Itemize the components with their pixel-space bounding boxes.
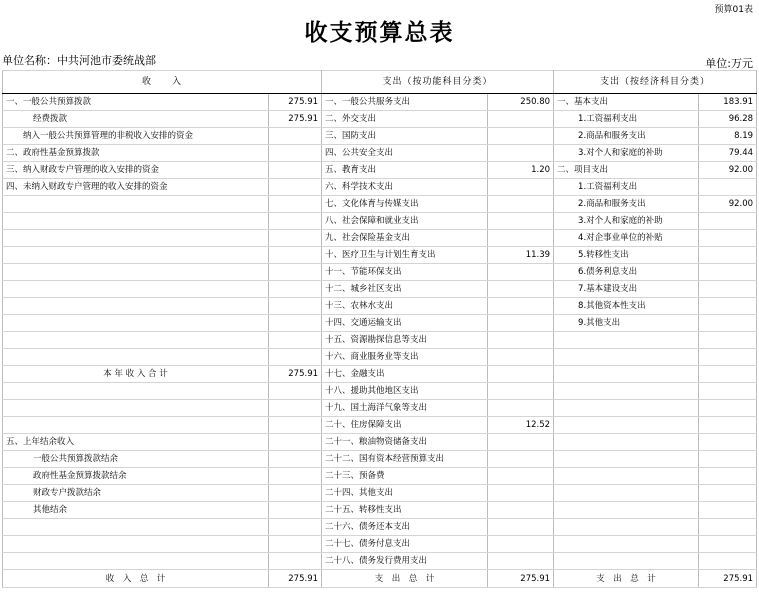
income-value: [269, 179, 322, 196]
expense-economic-label: 2.商品和服务支出: [554, 128, 699, 145]
income-label: 财政专户拨款结余: [3, 485, 269, 502]
income-value: [269, 434, 322, 451]
expense-economic-total-value: 275.91: [699, 570, 757, 588]
income-value: [269, 128, 322, 145]
expense-economic-label: 6.债务利息支出: [554, 264, 699, 281]
form-number: 预算01表: [714, 5, 753, 15]
income-label: [3, 264, 269, 281]
income-value: [269, 332, 322, 349]
income-value: [269, 349, 322, 366]
expense-economic-value: [699, 468, 757, 485]
expense-function-label: 十四、交通运输支出: [322, 315, 488, 332]
header-row: [3, 71, 757, 94]
expense-economic-label: 1.工资福利支出: [554, 179, 699, 196]
income-label: 本 年 收 入 合 计: [3, 366, 269, 383]
expense-economic-value: 8.19: [699, 128, 757, 145]
expense-economic-value: [699, 451, 757, 468]
expense-function-label: 十二、城乡社区支出: [322, 281, 488, 298]
expense-function-label: 十三、农林水支出: [322, 298, 488, 315]
expense-economic-label: 5.转移性支出: [554, 247, 699, 264]
expense-economic-value: [699, 366, 757, 383]
table-row: [3, 366, 757, 383]
income-value: [269, 196, 322, 213]
income-header: 收 入: [3, 71, 322, 94]
income-label: 政府性基金预算拨款结余: [3, 468, 269, 485]
expense-function-value: [488, 179, 554, 196]
income-value: 275.91: [269, 366, 322, 383]
expense-economic-label: [554, 383, 699, 400]
expense-economic-label: [554, 332, 699, 349]
expense-economic-label: 7.基本建设支出: [554, 281, 699, 298]
expense-economic-value: [699, 553, 757, 570]
table-row: [3, 247, 757, 264]
income-value: [269, 298, 322, 315]
expense-function-value: [488, 230, 554, 247]
income-label: 一、一般公共预算拨款: [3, 94, 269, 111]
expense-function-label: 二十四、其他支出: [322, 485, 488, 502]
expense-function-value: [488, 298, 554, 315]
income-value: [269, 247, 322, 264]
unit-name: 单位名称：中共河池市委统战部: [2, 54, 156, 67]
expense-economic-value: [699, 417, 757, 434]
table-row: [3, 196, 757, 213]
expense-function-label: 五、教育支出: [322, 162, 488, 179]
expense-function-value: [488, 434, 554, 451]
total-row: [3, 570, 757, 588]
expense-economic-label: [554, 485, 699, 502]
expense-economic-label: [554, 434, 699, 451]
table-row: [3, 128, 757, 145]
expense-economic-value: [699, 400, 757, 417]
expense-function-label: 十九、国土海洋气象等支出: [322, 400, 488, 417]
expense-economic-label: 4.对企事业单位的补贴: [554, 230, 699, 247]
expense-function-value: [488, 400, 554, 417]
income-label: [3, 315, 269, 332]
table-row: [3, 400, 757, 417]
income-value: [269, 400, 322, 417]
expense-function-label: 二十七、债务付息支出: [322, 536, 488, 553]
expense-economic-value: [699, 434, 757, 451]
table-row: [3, 434, 757, 451]
expense-function-label: 二十、住房保障支出: [322, 417, 488, 434]
expense-function-label: 十六、商业服务业等支出: [322, 349, 488, 366]
expense-function-label: 十、医疗卫生与计划生育支出: [322, 247, 488, 264]
table-row: [3, 553, 757, 570]
income-label: 一般公共预算拨款结余: [3, 451, 269, 468]
expense-function-label: 一、一般公共服务支出: [322, 94, 488, 111]
income-value: [269, 417, 322, 434]
income-value: [269, 213, 322, 230]
income-label: [3, 349, 269, 366]
table-row: [3, 162, 757, 179]
expense-economic-value: [699, 281, 757, 298]
income-value: [269, 553, 322, 570]
expense-economic-value: [699, 264, 757, 281]
expense-economic-label: 2.商品和服务支出: [554, 196, 699, 213]
table-row: [3, 332, 757, 349]
income-label: [3, 536, 269, 553]
expense-function-label: 二十八、债务发行费用支出: [322, 553, 488, 570]
expense-function-value: [488, 332, 554, 349]
expense-economic-value: [699, 502, 757, 519]
expense-function-label: 二、外交支出: [322, 111, 488, 128]
expense-function-label: 十五、资源勘探信息等支出: [322, 332, 488, 349]
expense-function-value: [488, 349, 554, 366]
table-row: [3, 111, 757, 128]
table-row: [3, 349, 757, 366]
income-label: 三、纳入财政专户管理的收入安排的资金: [3, 162, 269, 179]
expense-function-value: [488, 264, 554, 281]
expense-economic-value: 96.28: [699, 111, 757, 128]
expense-function-value: [488, 196, 554, 213]
income-value: [269, 485, 322, 502]
expense-function-label: 二十六、债务还本支出: [322, 519, 488, 536]
table-row: [3, 298, 757, 315]
expense-function-label: 二十三、预备费: [322, 468, 488, 485]
expense-economic-label: [554, 349, 699, 366]
expense-function-value: [488, 468, 554, 485]
expense-economic-total-label: 支 出 总 计: [554, 570, 699, 588]
expense-function-value: [488, 451, 554, 468]
expense-economic-label: 3.对个人和家庭的补助: [554, 145, 699, 162]
expense-function-value: [488, 213, 554, 230]
expense-economic-value: [699, 332, 757, 349]
expense-function-value: 250.80: [488, 94, 554, 111]
expense-function-label: 九、社会保险基金支出: [322, 230, 488, 247]
income-label: [3, 417, 269, 434]
expense-economic-value: [699, 298, 757, 315]
income-label: [3, 298, 269, 315]
table-row: [3, 536, 757, 553]
expense-economic-value: [699, 536, 757, 553]
expense-function-label: 十一、节能环保支出: [322, 264, 488, 281]
income-total-label: 收 入 总 计: [3, 570, 269, 588]
income-label: 经费拨款: [3, 111, 269, 128]
income-value: 275.91: [269, 94, 322, 111]
table-row: [3, 383, 757, 400]
expense-function-value: [488, 485, 554, 502]
income-label: 二、政府性基金预算拨款: [3, 145, 269, 162]
table-row: [3, 417, 757, 434]
expense-function-value: [488, 111, 554, 128]
expense-economic-label: 3.对个人和家庭的补助: [554, 213, 699, 230]
expense-economic-label: [554, 400, 699, 417]
expense-function-value: [488, 553, 554, 570]
income-value: [269, 519, 322, 536]
expense-function-total-value: 275.91: [488, 570, 554, 588]
expense-economic-value: [699, 485, 757, 502]
expense-economic-label: 二、项目支出: [554, 162, 699, 179]
income-value: [269, 145, 322, 162]
income-label: [3, 332, 269, 349]
income-label: 纳入一般公共预算管理的非税收入安排的资金: [3, 128, 269, 145]
income-value: [269, 281, 322, 298]
table-row: [3, 519, 757, 536]
table-row: [3, 315, 757, 332]
expense-function-value: [488, 502, 554, 519]
currency-unit: 单位:万元: [705, 57, 753, 70]
expense-economic-label: [554, 536, 699, 553]
expense-function-label: 十七、金融支出: [322, 366, 488, 383]
expense-economic-value: [699, 179, 757, 196]
expense-economic-label: 一、基本支出: [554, 94, 699, 111]
expense-function-value: 11.39: [488, 247, 554, 264]
expense-economic-value: 79.44: [699, 145, 757, 162]
income-label: [3, 213, 269, 230]
expense-function-value: [488, 383, 554, 400]
expense-function-value: 1.20: [488, 162, 554, 179]
expense-function-value: [488, 128, 554, 145]
income-label: 其他结余: [3, 502, 269, 519]
table-row: [3, 213, 757, 230]
table-row: [3, 179, 757, 196]
page-title: 收支预算总表: [304, 19, 455, 46]
expense-economic-label: [554, 519, 699, 536]
income-label: [3, 400, 269, 417]
expense-function-value: [488, 536, 554, 553]
income-value: [269, 230, 322, 247]
table-row: [3, 468, 757, 485]
table-row: [3, 145, 757, 162]
income-label: [3, 281, 269, 298]
expense-function-label: 二十二、国有资本经营预算支出: [322, 451, 488, 468]
expense-function-label: 六、科学技术支出: [322, 179, 488, 196]
expense-economic-label: [554, 366, 699, 383]
income-label: [3, 519, 269, 536]
expense-function-label: 七、文化体育与传媒支出: [322, 196, 488, 213]
income-value: 275.91: [269, 111, 322, 128]
table-row: [3, 281, 757, 298]
expense-function-label: 十八、援助其他地区支出: [322, 383, 488, 400]
expense-function-label: 八、社会保障和就业支出: [322, 213, 488, 230]
expense-function-label: 二十一、粮油物资储备支出: [322, 434, 488, 451]
expense-economic-value: 92.00: [699, 162, 757, 179]
expense-economic-label: 1.工资福利支出: [554, 111, 699, 128]
expense-economic-value: 183.91: [699, 94, 757, 111]
expense-function-total-label: 支 出 总 计: [322, 570, 488, 588]
table-row: [3, 451, 757, 468]
expense-economic-label: [554, 502, 699, 519]
income-total-value: 275.91: [269, 570, 322, 588]
expense-economic-label: [554, 468, 699, 485]
expense-economic-value: [699, 349, 757, 366]
expense-function-value: [488, 281, 554, 298]
income-label: [3, 230, 269, 247]
income-label: 四、未纳入财政专户管理的收入安排的资金: [3, 179, 269, 196]
table-row: [3, 502, 757, 519]
income-label: [3, 383, 269, 400]
table-row: [3, 485, 757, 502]
expense-function-label: 二十五、转移性支出: [322, 502, 488, 519]
expense-function-label: 三、国防支出: [322, 128, 488, 145]
income-value: [269, 162, 322, 179]
expense-function-value: [488, 315, 554, 332]
expense-function-value: [488, 145, 554, 162]
income-value: [269, 315, 322, 332]
income-value: [269, 451, 322, 468]
expense-economic-value: [699, 383, 757, 400]
expense-economic-label: 8.其他资本性支出: [554, 298, 699, 315]
table-row: [3, 264, 757, 281]
table-row: [3, 230, 757, 247]
income-value: [269, 502, 322, 519]
expense-economic-label: [554, 553, 699, 570]
income-value: [269, 264, 322, 281]
income-value: [269, 536, 322, 553]
expense-economic-label: 9.其他支出: [554, 315, 699, 332]
income-label: 五、上年结余收入: [3, 434, 269, 451]
expense-economic-label: [554, 417, 699, 434]
income-label: [3, 196, 269, 213]
expense-economic-value: [699, 230, 757, 247]
expense-function-header: 支出（按功能科目分类）: [322, 71, 554, 94]
expense-economic-label: [554, 451, 699, 468]
expense-function-value: 12.52: [488, 417, 554, 434]
expense-economic-value: [699, 519, 757, 536]
expense-function-value: [488, 519, 554, 536]
income-label: [3, 247, 269, 264]
table-row: [3, 94, 757, 111]
expense-economic-header: 支出（按经济科目分类）: [554, 71, 757, 94]
expense-function-value: [488, 366, 554, 383]
income-value: [269, 383, 322, 400]
expense-economic-value: [699, 315, 757, 332]
expense-economic-value: [699, 247, 757, 264]
expense-economic-value: [699, 213, 757, 230]
budget-table: [2, 70, 757, 588]
income-label: [3, 553, 269, 570]
expense-function-label: 四、公共安全支出: [322, 145, 488, 162]
income-value: [269, 468, 322, 485]
expense-economic-value: 92.00: [699, 196, 757, 213]
